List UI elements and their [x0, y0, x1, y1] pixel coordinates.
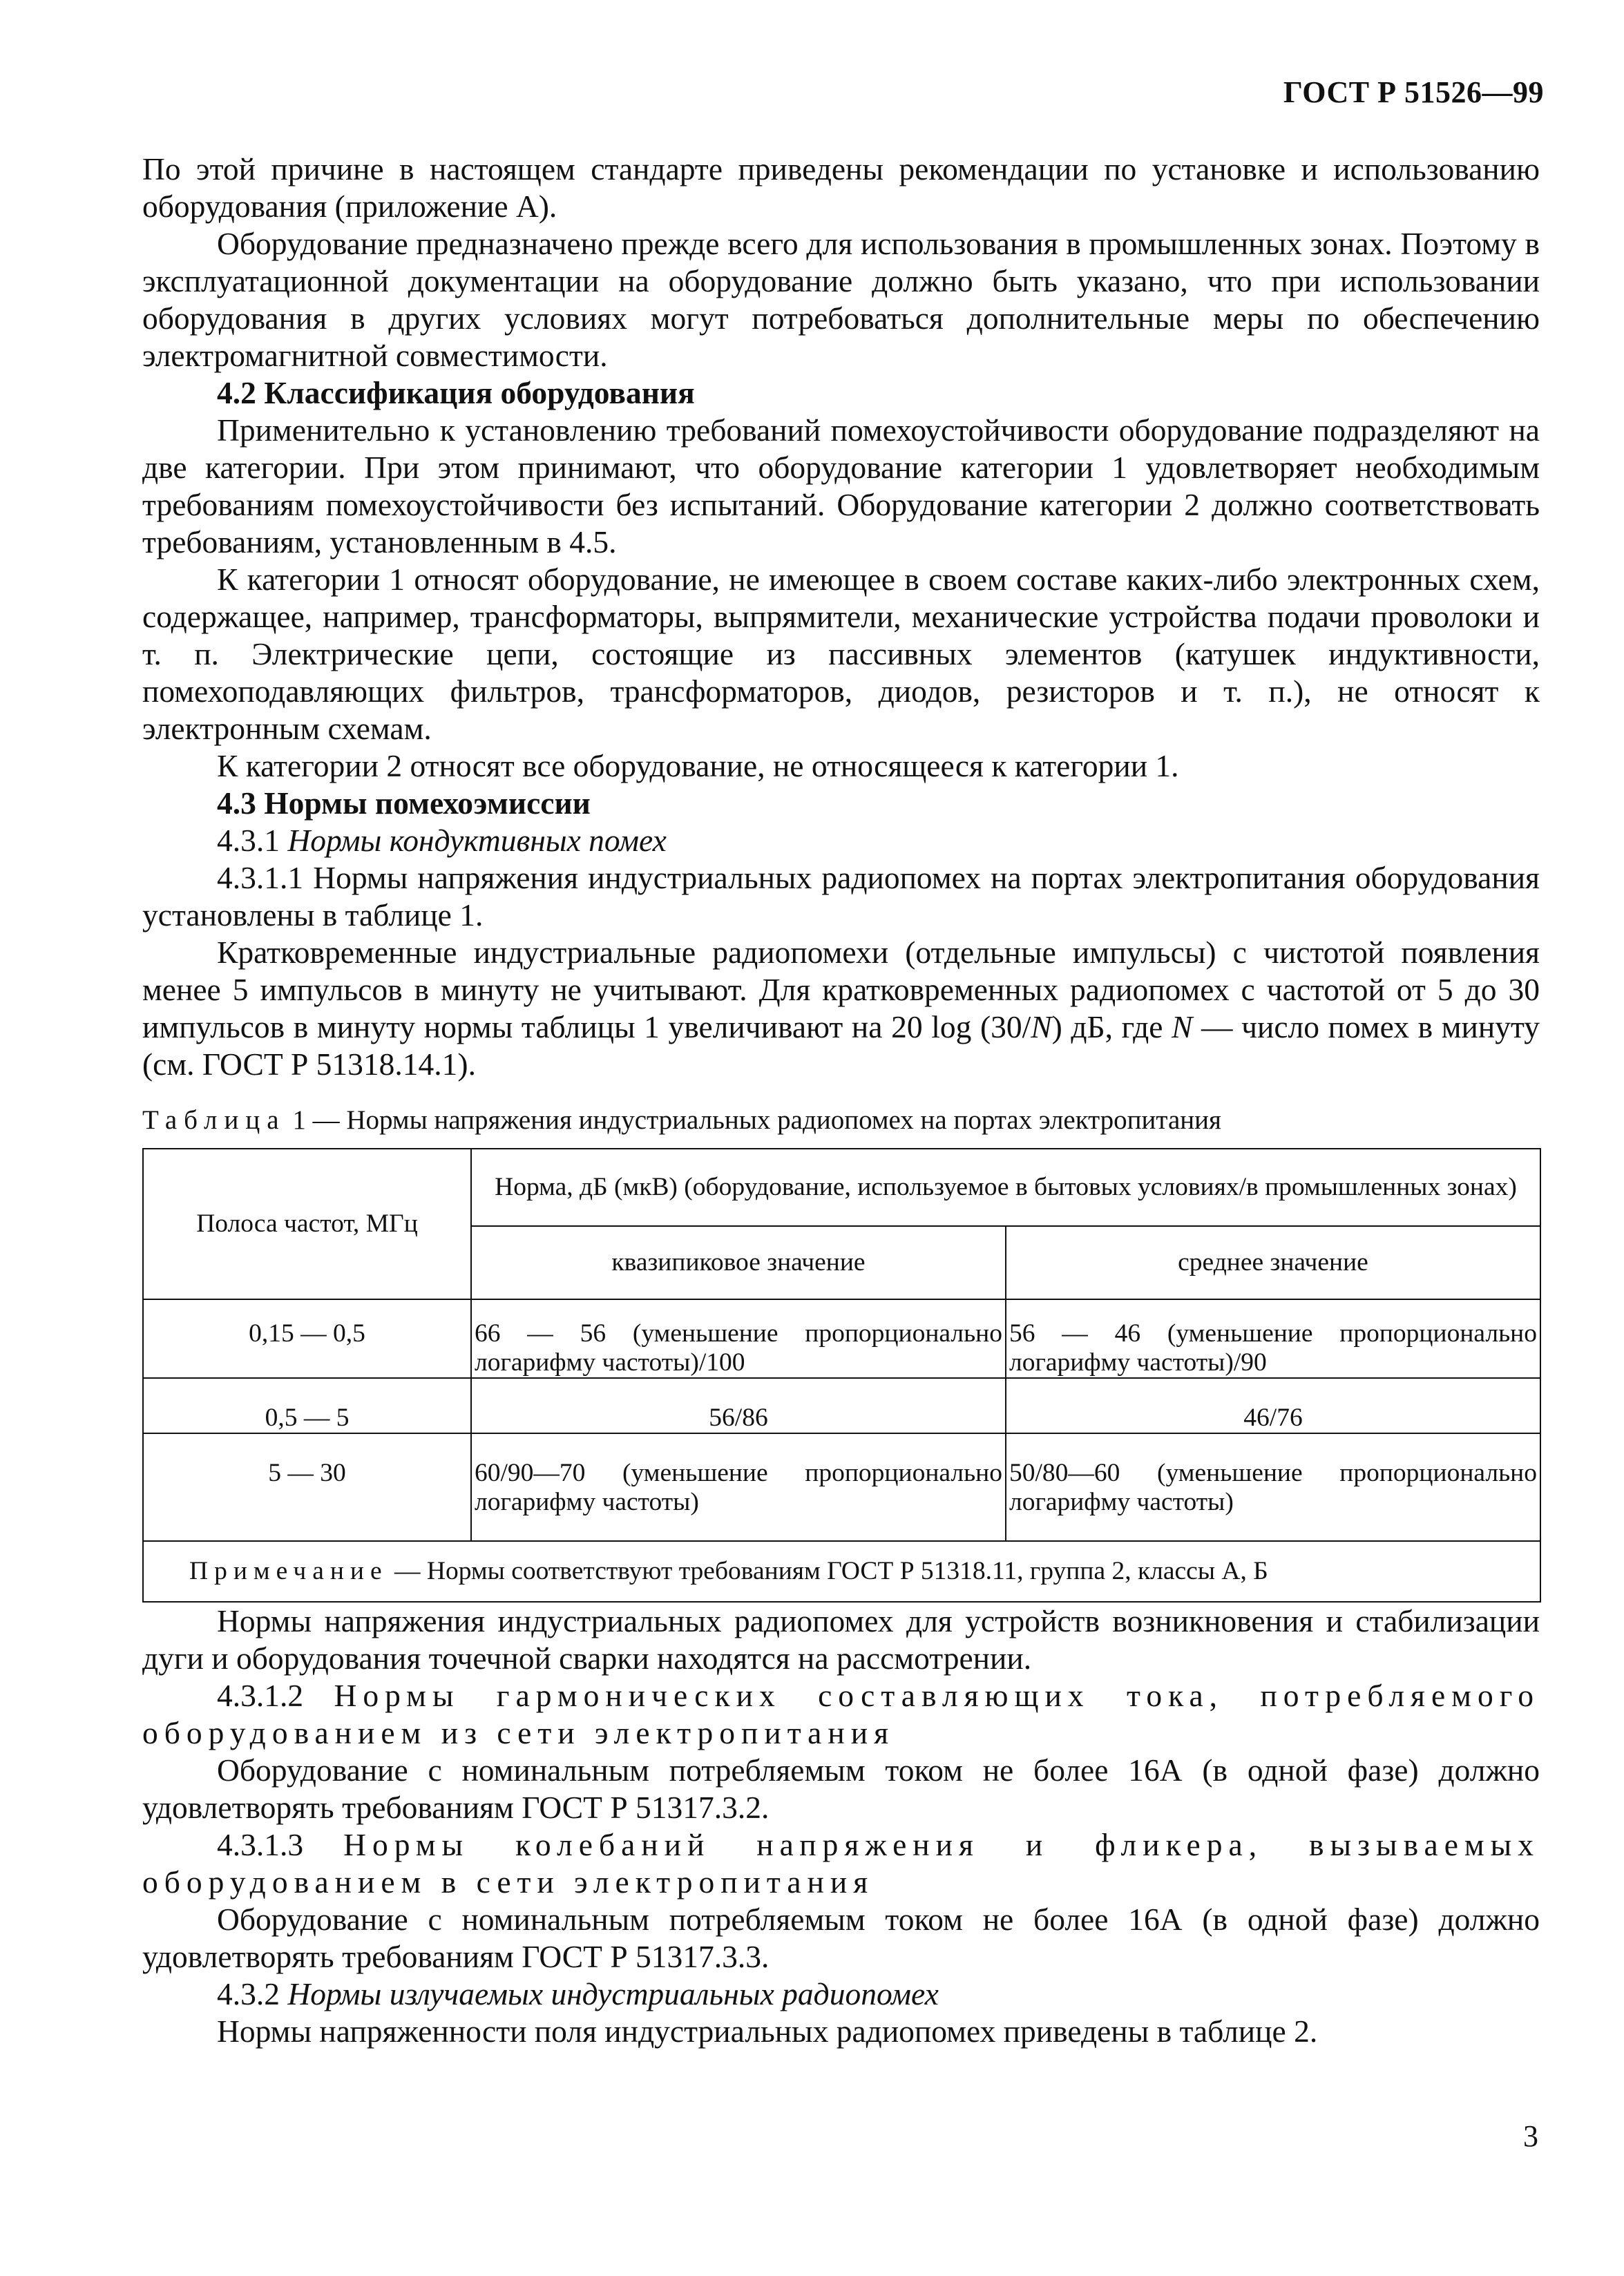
header-frequency-band: Полоса частот, МГц [143, 1149, 471, 1299]
paragraph: К категории 1 относят оборудование, не имеющее в своем составе каких-либо электронных схем, содержащее, например, трансформаторы, выпрямители, механические устройства подачи проволоки и т. п. Электрические цепи, состоящие из пассивных элементов (катушек индуктивности, помехоподавляющих фильтров, трансформаторов, диодов, резисторов и т. п.), не относят к электронным схемам. [142, 562, 1540, 746]
variable-n: N [1031, 1009, 1052, 1044]
table-caption-label: Таблица [142, 1105, 286, 1135]
paragraph: Применительно к установлению требований помехоустойчивости оборудование подразделяют на две категории. При этом принимают, что оборудование категории 1 удовлетворяет необходимым требованиям помехоустойчивости без испытаний. Оборудование категории 2 должно соответствовать требованиям, установленным в 4.5. [142, 412, 1540, 560]
header-norm: Норма, дБ (мкВ) (оборудование, используемое в бытовых условиях/в промышленных зонах) [471, 1149, 1540, 1226]
cell-frequency: 0,5 — 5 [143, 1378, 471, 1433]
cell-frequency: 5 — 30 [143, 1433, 471, 1541]
paragraph: Оборудование с номинальным потребляемым током не более 16А (в одной фазе) должно удовлетворять требованиям ГОСТ Р 51317.3.2. [142, 1752, 1540, 1825]
subsection-title: Нормы кондуктивных помех [287, 823, 667, 858]
page-number: 3 [1523, 2119, 1538, 2153]
paragraph: Оборудование предназначено прежде всего для использования в промышленных зонах. Поэтому в эксплуатационной документации на оборудование должно быть указано, что при использовании оборудования в других условиях могут потребоваться дополнительные меры по обеспечению электромагнитной совместимости. [142, 226, 1540, 373]
subsection-heading-4-3-1-2 [142, 1677, 1540, 1752]
header-average: среднее значение [1006, 1226, 1540, 1299]
paragraph: Нормы напряженности поля индустриальных радиопомех приведены в таблице 2. [217, 2014, 1318, 2049]
subsection-number: 4.3.2 [217, 1976, 280, 2011]
table-row [143, 1378, 1540, 1433]
table-header-row [143, 1149, 1540, 1226]
cell-quasi-peak: 60/90—70 (уменьшение пропорционально логарифму частоты) [471, 1433, 1006, 1541]
table-row [143, 1299, 1540, 1378]
section-heading-4-3: 4.3 Нормы помехоэмиссии [217, 785, 591, 821]
paragraph: К категории 2 относят все оборудование, не относящееся к категории 1. [217, 748, 1179, 783]
page-content [142, 151, 1540, 2050]
text-fragment: — число помех в минуту (см. ГОСТ Р 51318.14.1). [142, 1009, 1540, 1082]
table-note-label: Примечание [189, 1557, 388, 1585]
cell-average: 46/76 [1006, 1378, 1540, 1433]
subsection-title: Нормы излучаемых индустриальных радиопомех [287, 1976, 939, 2011]
subsection-number: 4.3.1.2 [217, 1678, 304, 1713]
cell-frequency: 0,15 — 0,5 [143, 1299, 471, 1378]
subsection-title: Нормы колебаний напряжения и фликера, вызываемых оборудованием в сети электропитания [142, 1827, 1540, 1900]
subsection-heading-4-3-2 [142, 1976, 1540, 2013]
paragraph: Нормы напряжения индустриальных радиопомех для устройств возникновения и стабилизации дуги и оборудования точечной сварки находятся на рассмотрении. [142, 1603, 1540, 1676]
paragraph-short-interference [142, 934, 1540, 1083]
header-quasi-peak: квазипиковое значение [471, 1226, 1006, 1299]
cell-average: 56 — 46 (уменьшение пропорционально логарифму частоты)/90 [1006, 1299, 1540, 1378]
cell-average: 50/80—60 (уменьшение пропорционально логарифму частоты) [1006, 1433, 1540, 1541]
table-caption-text: 1 — Нормы напряжения индустриальных радиопомех на портах электропитания [285, 1105, 1221, 1135]
table-row [143, 1433, 1540, 1541]
paragraph: По этой причине в настоящем стандарте приведены рекомендации по установке и использованию оборудования (приложение А). [142, 151, 1540, 224]
text-fragment: Кратковременные индустриальные радиопомехи (отдельные импульсы) с чистотой появления менее 5 импульсов в минуту не учитывают. Для кратковременных радиопомех с частотой от 5 до 30 импульсов в минуту нормы таблицы 1 увеличивают на 20 log (30/ [142, 935, 1540, 1044]
cell-quasi-peak: 56/86 [471, 1378, 1006, 1433]
document-header-id: ГОСТ Р 51526—99 [1283, 75, 1544, 109]
table-note-row [143, 1541, 1540, 1602]
paragraph: Оборудование с номинальным потребляемым током не более 16А (в одной фазе) должно удовлетворять требованиям ГОСТ Р 51317.3.3. [142, 1902, 1540, 1974]
subsection-number: 4.3.1 [217, 823, 280, 858]
table-note-text: — Нормы соответствуют требованиям ГОСТ Р 51318.11, группа 2, классы А, Б [388, 1557, 1268, 1585]
table-note [143, 1541, 1540, 1602]
subsection-heading-4-3-1 [142, 822, 1540, 859]
section-heading-4-2: 4.2 Классификация оборудования [217, 375, 695, 410]
table-caption [142, 1104, 1540, 1137]
text-fragment: ) дБ, где [1051, 1009, 1172, 1044]
variable-n: N [1172, 1009, 1193, 1044]
paragraph: 4.3.1.1 Нормы напряжения индустриальных радиопомех на портах электропитания оборудования установлены в таблице 1. [142, 860, 1540, 933]
subsection-number: 4.3.1.3 [217, 1827, 304, 1862]
subsection-heading-4-3-1-3 [142, 1826, 1540, 1901]
norms-table [142, 1148, 1541, 1603]
cell-quasi-peak: 66 — 56 (уменьшение пропорционально логарифму частоты)/100 [471, 1299, 1006, 1378]
subsection-title: Нормы гармонических составляющих тока, потребляемого оборудованием из сети электропитания [142, 1678, 1540, 1750]
